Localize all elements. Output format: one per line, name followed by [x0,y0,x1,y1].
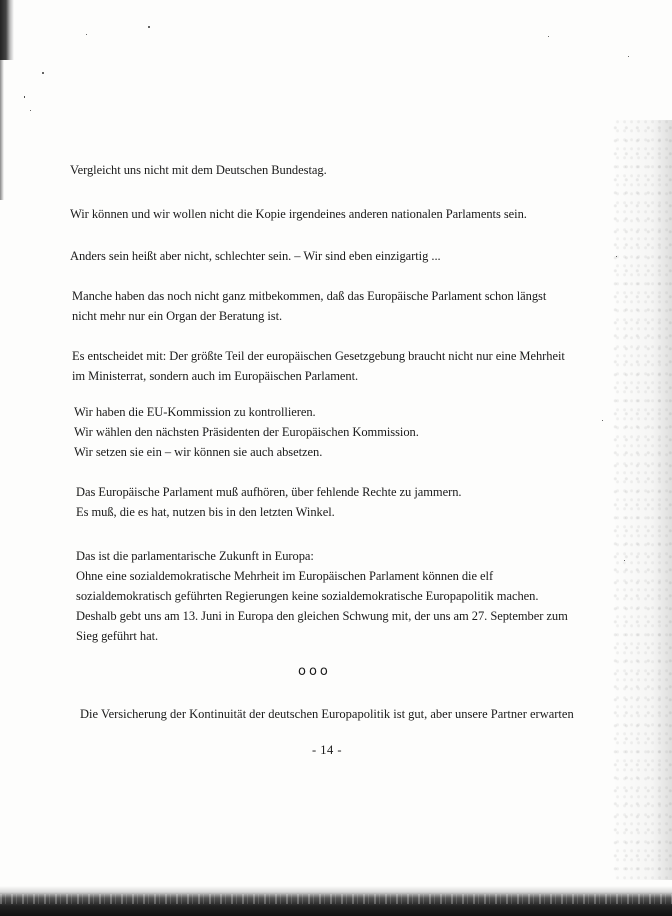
text-line: Sieg geführt hat. [76,629,159,643]
scan-edge-left-shadow [0,60,4,200]
paragraph [74,402,419,462]
paragraph [76,482,462,522]
paragraph [70,160,327,180]
scan-edge-bottom-noise [0,894,672,904]
paragraph [72,346,565,386]
text-line: Die Versicherung der Kontinuität der deutschen Europapolitik ist gut, aber unsere Partner erwarten [80,707,574,721]
scan-speck [616,256,617,257]
text-line: Anders sein heißt aber nicht, schlechter sein. – Wir sind eben einzigartig ... [70,249,441,263]
text-line: Wir haben die EU-Kommission zu kontrollieren. [74,405,316,419]
scan-speck [148,26,150,28]
scan-edge-left [0,0,14,60]
scan-speck [24,96,25,98]
scan-speck [42,72,44,74]
scan-edge-right-noise [612,120,672,880]
text-line: Das ist die parlamentarische Zukunft in Europa: [76,549,314,563]
scan-speck [602,420,603,421]
text-line: Vergleicht uns nicht mit dem Deutschen Bundestag. [70,163,327,177]
scan-speck [628,56,629,57]
paragraph [70,246,441,266]
scan-speck [548,36,549,37]
text-line: Manche haben das noch nicht ganz mitbekommen, daß das Europäische Parlament schon längst [72,289,547,303]
text-line: Das Europäische Parlament muß aufhören, über fehlende Rechte zu jammern. [76,485,462,499]
scan-speck [86,34,87,35]
paragraph [76,546,568,646]
text-line: nicht mehr nur ein Organ der Beratung ist. [72,309,283,323]
scan-speck [624,560,625,561]
page-number: - 14 - [312,743,343,757]
text-line: Wir wählen den nächsten Präsidenten der Europäischen Kommission. [74,425,419,439]
text-line: Es entscheidet mit: Der größte Teil der europäischen Gesetzgebung braucht nicht nur eine Mehrheit [72,349,565,363]
paragraph [70,204,527,224]
text-line: Ohne eine sozialdemokratische Mehrheit im Europäischen Parlament können die elf [76,569,494,583]
paragraph [72,286,546,326]
text-line: Wir setzen sie ein – wir können sie auch absetzen. [74,445,323,459]
section-separator: ooo [298,664,331,679]
text-line: Es muß, die es hat, nutzen bis in den letzten Winkel. [76,505,335,519]
text-line: Deshalb gebt uns am 13. Juni in Europa den gleichen Schwung mit, der uns am 27. September zum [76,609,568,623]
text-line: Wir können und wir wollen nicht die Kopie irgendeines anderen nationalen Parlaments sein. [70,207,527,221]
text-line: sozialdemokratisch geführten Regierungen keine sozialdemokratische Europapolitik machen. [76,589,539,603]
scan-speck [30,110,31,111]
text-line: im Ministerrat, sondern auch im Europäischen Parlament. [72,369,359,383]
